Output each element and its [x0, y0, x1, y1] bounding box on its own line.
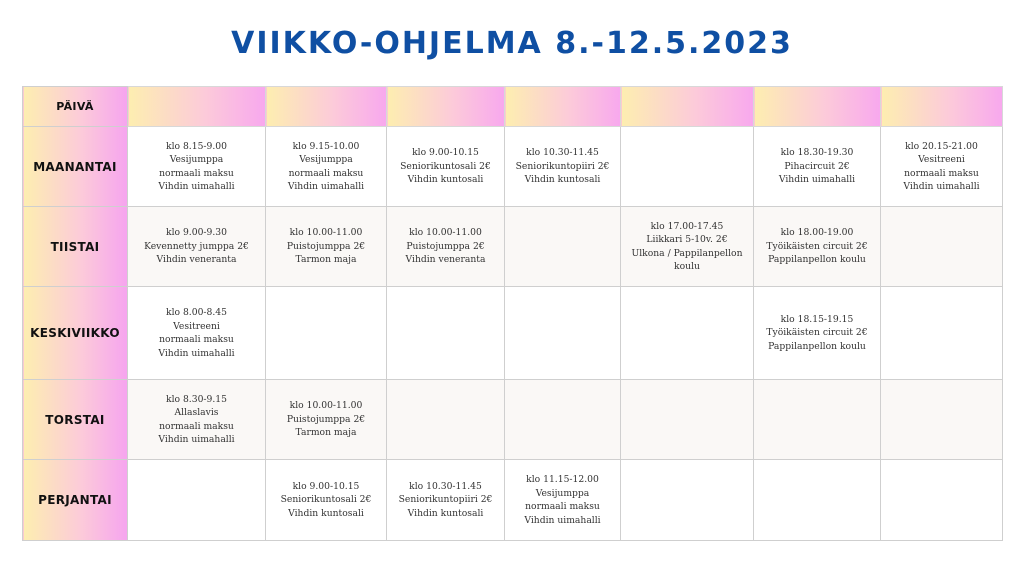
activity-detail: Ulkona / Pappilanpellon [631, 247, 743, 259]
activity-detail: normaali maksu [159, 167, 234, 179]
day-row-friday [23, 460, 1003, 541]
activity-detail: Tarmon maja [295, 427, 357, 439]
activity-entry [516, 146, 610, 187]
activity-detail: Tarmon maja [295, 254, 357, 266]
activity-entry [631, 220, 742, 274]
empty-schedule-cell [387, 287, 505, 380]
empty-schedule-cell [505, 207, 621, 287]
day-column-header: PÄIVÄ [23, 87, 128, 127]
activity-name: Vesitreeni [173, 320, 220, 332]
schedule-cell [387, 207, 505, 287]
day-row-thursday [23, 380, 1003, 460]
activity-name: Vesijumppa [299, 154, 353, 165]
activity-entry [288, 140, 364, 194]
activity-entry [779, 146, 855, 187]
activity-name: Vesitreeni [918, 154, 965, 165]
activity-time: klo 18.00-19.00 [780, 227, 854, 239]
day-label: MAANANTAI [23, 127, 128, 207]
activity-name: Liikkari 5-10v. 2€ [646, 234, 728, 245]
activity-time: klo 11.15-12.00 [526, 474, 599, 485]
schedule-cell [266, 380, 387, 460]
empty-schedule-cell [128, 460, 266, 541]
activity-name: Vesijumppa [169, 154, 224, 165]
activity-location: Vihdin uimahalli [158, 181, 235, 192]
column-header [128, 87, 266, 127]
day-row-monday [23, 127, 1003, 207]
activity-detail: normaali maksu [288, 167, 364, 179]
activity-entry [158, 393, 234, 447]
schedule-cell [128, 380, 266, 460]
empty-schedule-cell [505, 287, 621, 380]
empty-schedule-cell [754, 460, 881, 541]
activity-detail: Vihdin veneranta [405, 254, 486, 266]
activity-name: Vesijumppa [535, 487, 590, 499]
activity-time: klo 8.30-9.15 [166, 393, 227, 405]
day-label: TIISTAI [23, 207, 128, 287]
schedule-cell [754, 287, 881, 380]
empty-schedule-cell [621, 287, 754, 380]
schedule-table [22, 86, 1003, 541]
activity-entry [400, 146, 491, 187]
schedule-cell [128, 287, 266, 380]
activity-time: klo 10.00-11.00 [289, 227, 363, 239]
activity-name: Puistojumppa 2€ [286, 240, 366, 252]
activity-time: klo 8.00-8.45 [166, 307, 227, 318]
schedule-cell [621, 207, 754, 287]
column-header [266, 87, 387, 127]
activity-time: klo 9.00-10.15 [292, 480, 360, 492]
empty-schedule-cell [621, 127, 754, 207]
activity-detail: Vihdin kuntosali [407, 174, 484, 186]
activity-detail: Vihdin kuntosali [288, 507, 364, 519]
activity-detail: Pappilanpellon koulu [768, 254, 866, 266]
activity-name: Työikäisten circuit 2€ [766, 240, 868, 252]
column-header [881, 87, 1003, 127]
schedule-cell [266, 460, 387, 541]
activity-entry [158, 306, 234, 360]
header-row [23, 87, 1003, 127]
activity-location: koulu [674, 261, 700, 272]
activity-detail: Vihdin uimahalli [778, 174, 856, 186]
empty-schedule-cell [881, 380, 1003, 460]
activity-entry [399, 480, 493, 521]
activity-entry [903, 140, 979, 194]
activity-time: klo 18.30-19.30 [780, 147, 854, 159]
empty-schedule-cell [754, 380, 881, 460]
activity-entry [524, 473, 600, 527]
activity-detail: Vihdin kuntosali [524, 174, 601, 186]
activity-name: Kevennetty jumppa 2€ [144, 240, 249, 252]
activity-name: Seniorikuntosali 2€ [280, 494, 372, 506]
activity-time: klo 9.00-9.30 [166, 227, 227, 239]
activity-entry [287, 226, 365, 267]
activity-location: Vihdin uimahalli [158, 347, 235, 359]
day-label: KESKIVIIKKO [23, 287, 128, 380]
activity-name: Pihacircuit 2€ [784, 160, 850, 172]
schedule-cell [387, 460, 505, 541]
activity-name: Seniorikuntosali 2€ [400, 160, 491, 172]
empty-schedule-cell [881, 207, 1003, 287]
activity-entry [144, 226, 249, 267]
empty-schedule-cell [881, 460, 1003, 541]
page-title: VIIKKO-OHJELMA 8.-12.5.2023 [231, 26, 793, 61]
activity-time: klo 20.15-21.00 [905, 140, 978, 152]
activity-location: Vihdin uimahalli [524, 514, 601, 526]
column-header [621, 87, 754, 127]
activity-time: klo 18.15-19.15 [780, 313, 854, 325]
empty-schedule-cell [621, 380, 754, 460]
schedule-cell [505, 127, 621, 207]
empty-schedule-cell [387, 380, 505, 460]
activity-time: klo 10.00-11.00 [409, 227, 482, 239]
activity-time: klo 17.00-17.45 [650, 220, 724, 232]
empty-schedule-cell [621, 460, 754, 541]
activity-time: klo 9.15-10.00 [292, 140, 360, 152]
day-label: PERJANTAI [23, 460, 128, 541]
day-label: TORSTAI [23, 380, 128, 460]
empty-schedule-cell [505, 380, 621, 460]
schedule-cell [266, 127, 387, 207]
activity-detail: Pappilanpellon koulu [768, 340, 866, 352]
activity-time: klo 9.00-10.15 [412, 147, 479, 159]
activity-name: Seniorikuntopiiri 2€ [398, 494, 493, 506]
activity-location: Vihdin uimahalli [903, 181, 980, 192]
activity-detail: Vihdin veneranta [156, 254, 237, 266]
day-row-tuesday [23, 207, 1003, 287]
activity-detail: normaali maksu [525, 501, 600, 512]
schedule-cell [754, 127, 881, 207]
schedule-cell [128, 207, 266, 287]
activity-name: Seniorikuntopiiri 2€ [515, 160, 610, 172]
activity-time: klo 8.15-9.00 [166, 140, 227, 152]
activity-entry [766, 226, 867, 267]
activity-name: Puistojumppa 2€ [406, 240, 485, 252]
day-row-wednesday [23, 287, 1003, 380]
schedule-cell [266, 207, 387, 287]
schedule-cell [387, 127, 505, 207]
schedule-cell [881, 127, 1003, 207]
activity-time: klo 10.30-11.45 [409, 480, 482, 492]
activity-entry [406, 226, 486, 267]
activity-detail: normaali maksu [159, 334, 234, 345]
activity-entry [287, 399, 365, 440]
activity-name: Allaslavis [174, 407, 219, 418]
schedule-cell [505, 460, 621, 541]
activity-detail: Vihdin kuntosali [407, 507, 484, 519]
activity-entry [281, 480, 372, 521]
column-header [505, 87, 621, 127]
activity-location: Vihdin uimahalli [158, 434, 235, 445]
column-header [754, 87, 881, 127]
empty-schedule-cell [266, 287, 387, 380]
activity-detail: normaali maksu [904, 167, 979, 179]
column-header [387, 87, 505, 127]
activity-time: klo 10.30-11.45 [526, 147, 599, 159]
activity-entry [766, 313, 867, 354]
activity-name: Puistojumppa 2€ [286, 413, 366, 425]
activity-location: Vihdin uimahalli [287, 181, 365, 192]
activity-detail: normaali maksu [159, 420, 234, 432]
schedule-cell [754, 207, 881, 287]
empty-schedule-cell [881, 287, 1003, 380]
activity-name: Työikäisten circuit 2€ [766, 327, 868, 339]
schedule-cell [128, 127, 266, 207]
activity-entry [158, 140, 234, 194]
activity-time: klo 10.00-11.00 [289, 400, 363, 412]
